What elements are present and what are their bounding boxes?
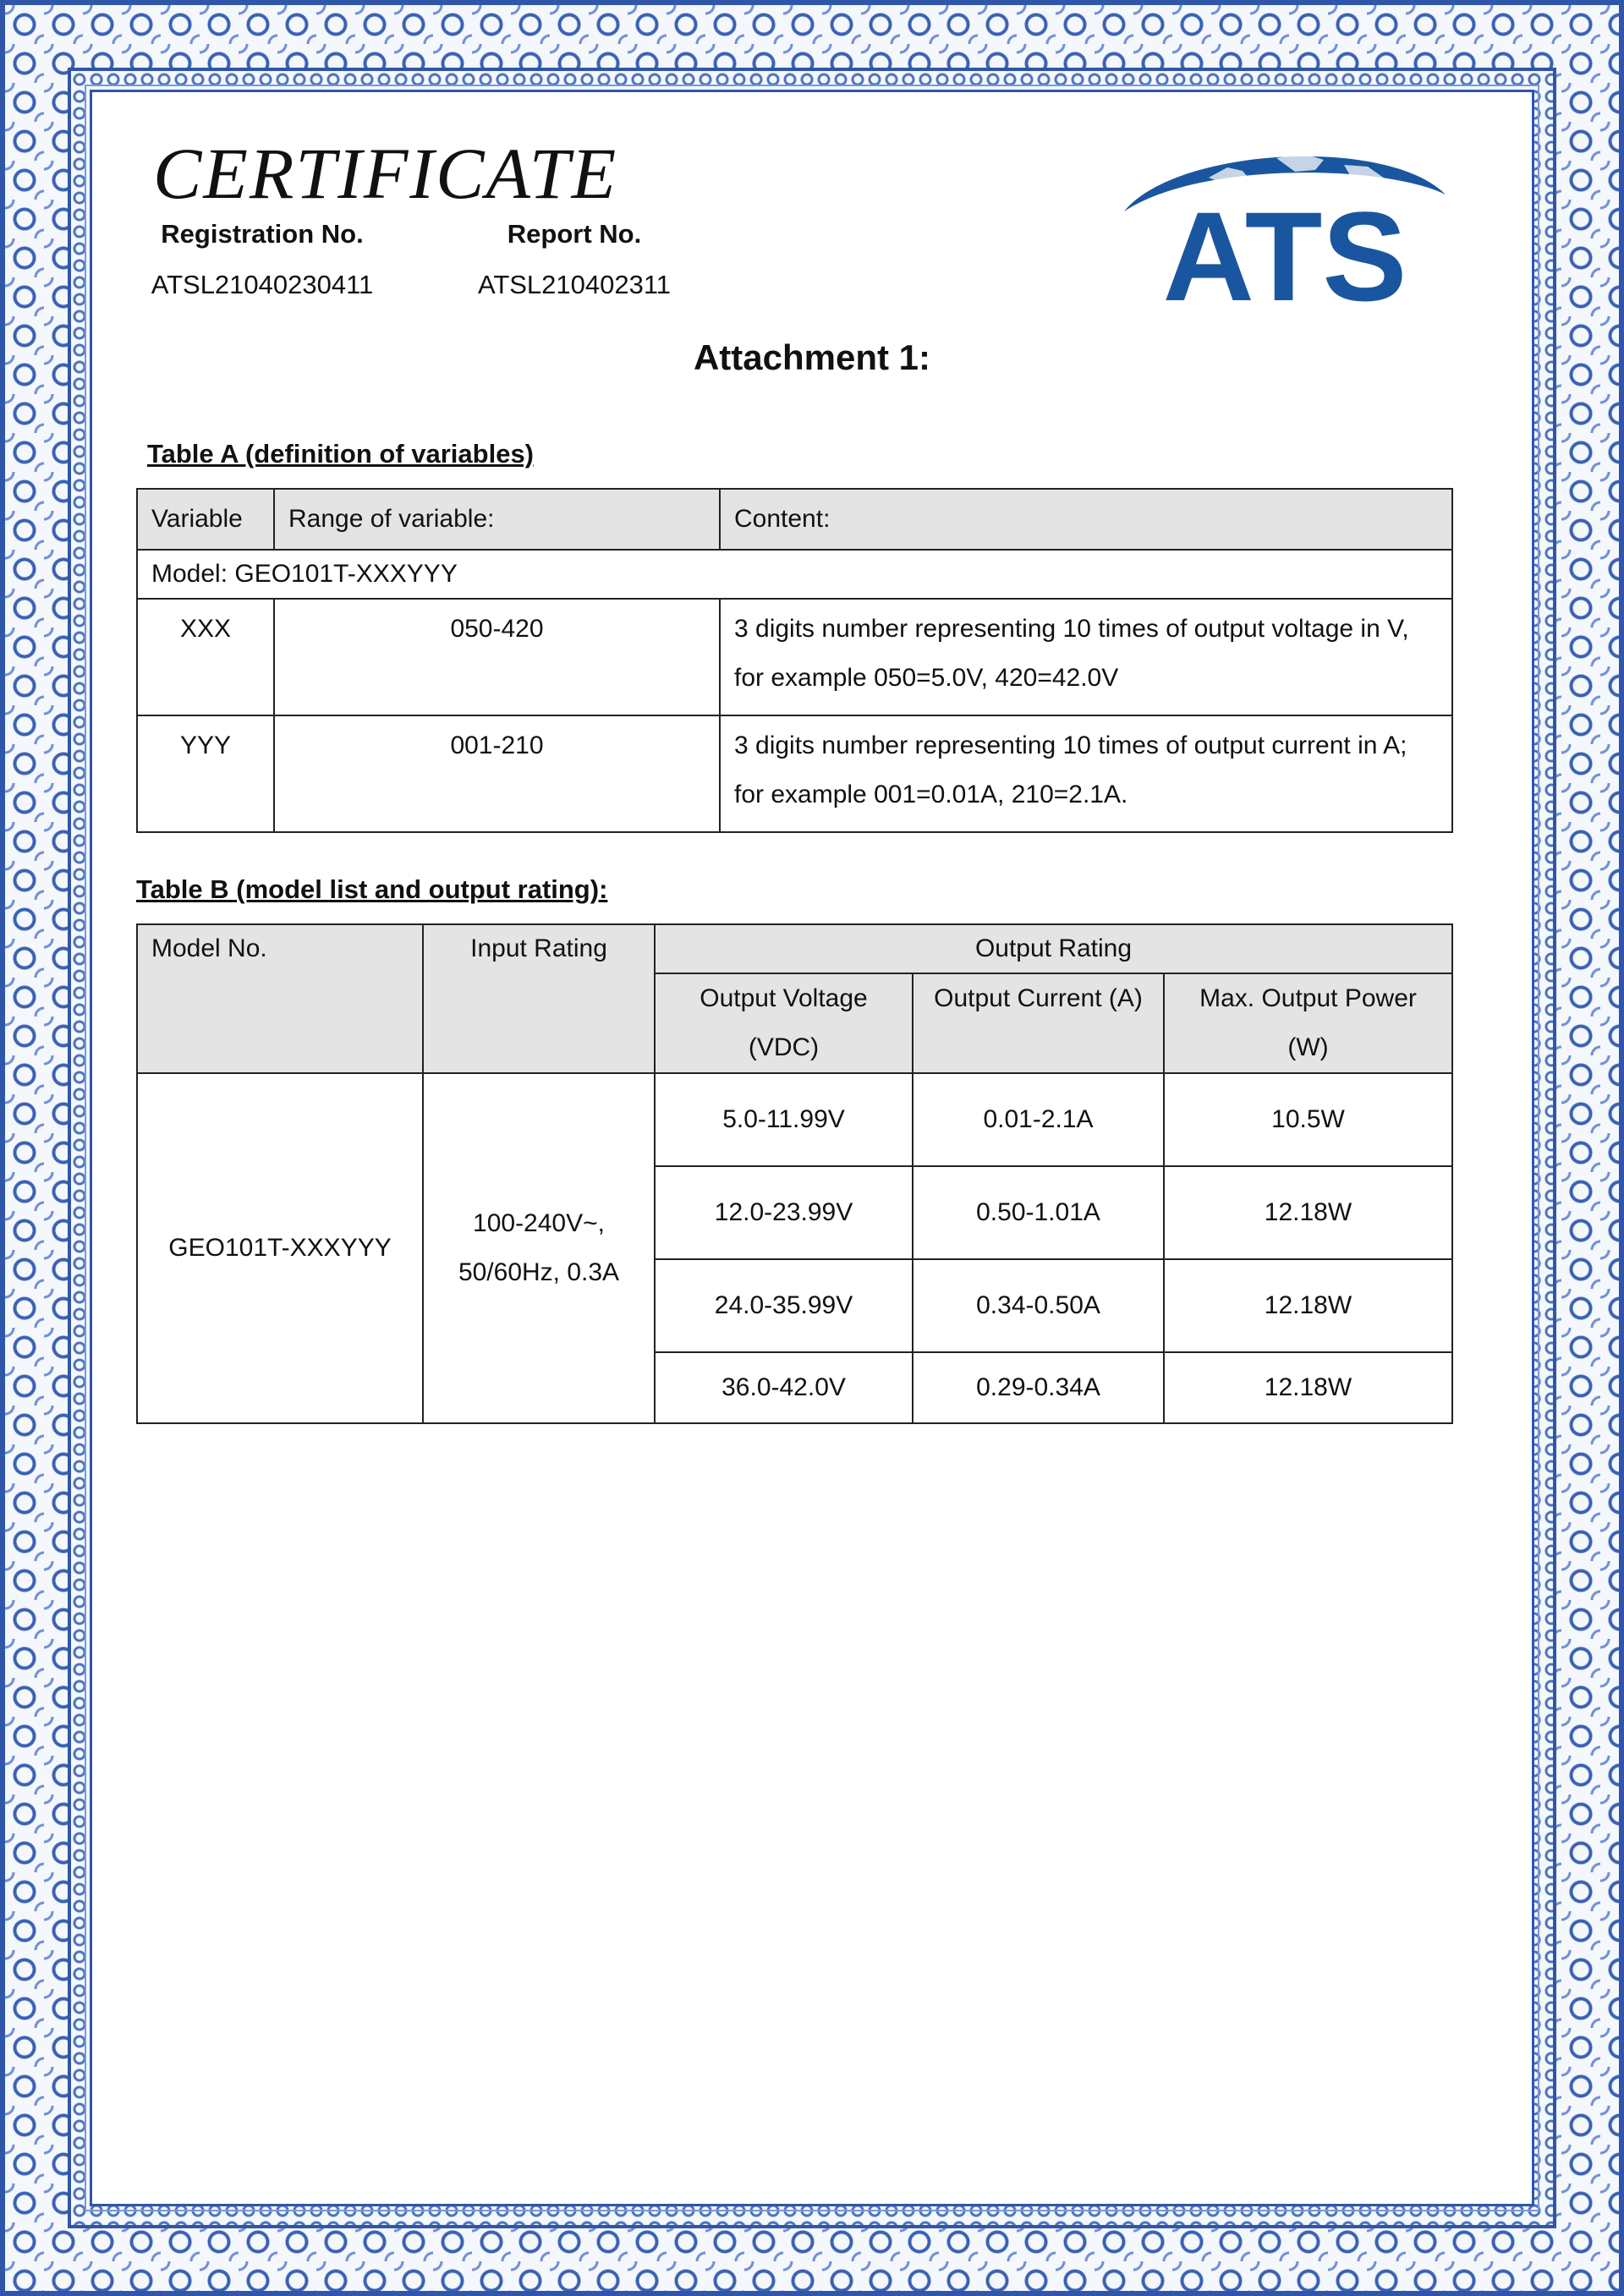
table-row [137,599,1452,715]
certificate-page [90,90,1534,2206]
current-cell: 0.34-0.50A [913,1259,1164,1352]
variable-cell: YYY [137,715,274,832]
content-cell: 3 digits number representing 10 times of output current in A; for example 001=0.01A, 210=2.1A. [720,715,1452,832]
table-b-header-current: Output Current (A) [913,973,1164,1073]
table-b-header-input: Input Rating [423,924,655,1073]
table-b-header-model: Model No. [137,924,423,1073]
table-a-caption: Table A (definition of variables) [147,439,535,469]
input-rating-cell: 100-240V~, 50/60Hz, 0.3A [423,1073,655,1423]
logo-text: ATS [1162,185,1407,313]
registration-label: Registration No. [161,219,364,249]
report-label: Report No. [507,219,642,249]
model-cell: GEO101T-XXXYYY [137,1073,423,1423]
table-row [137,715,1452,832]
table-row [137,1073,1452,1166]
registration-value: ATSL21040230411 [151,270,374,299]
power-cell: 12.18W [1164,1166,1452,1259]
range-cell: 050-420 [274,599,720,715]
table-a-model-line: Model: GEO101T-XXXYYY [137,550,1452,599]
table-b-header-power: Max. Output Power (W) [1164,973,1452,1073]
table-b-header-output: Output Rating [655,924,1452,973]
range-cell: 001-210 [274,715,720,832]
table-b [136,923,1453,1424]
power-cell: 12.18W [1164,1259,1452,1352]
table-a-model-row [137,550,1452,599]
report-value: ATSL210402311 [477,270,672,299]
table-a-header-row [137,489,1452,550]
report-block [456,219,693,300]
certificate-title: CERTIFICATE [153,133,618,214]
attachment-title: Attachment 1: [693,337,931,377]
voltage-cell: 5.0-11.99V [655,1073,913,1166]
table-b-caption: Table B (model list and output rating): [136,874,608,904]
voltage-cell: 24.0-35.99V [655,1259,913,1352]
variable-cell: XXX [137,599,274,715]
table-b-header-row [137,924,1452,973]
content-cell: 3 digits number representing 10 times of output voltage in V, for example 050=5.0V, 420=42.0V [720,599,1452,715]
current-cell: 0.29-0.34A [913,1352,1164,1423]
voltage-cell: 36.0-42.0V [655,1352,913,1423]
table-a [136,488,1453,833]
table-b-header-voltage: Output Voltage (VDC) [655,973,913,1073]
ats-logo [1107,131,1462,313]
table-a-header-content: Content: [720,489,1452,550]
current-cell: 0.50-1.01A [913,1166,1164,1259]
power-cell: 10.5W [1164,1073,1452,1166]
table-a-header-range: Range of variable: [274,489,720,550]
power-cell: 12.18W [1164,1352,1452,1423]
voltage-cell: 12.0-23.99V [655,1166,913,1259]
registration-block [131,219,393,300]
table-a-header-variable: Variable [137,489,274,550]
current-cell: 0.01-2.1A [913,1073,1164,1166]
